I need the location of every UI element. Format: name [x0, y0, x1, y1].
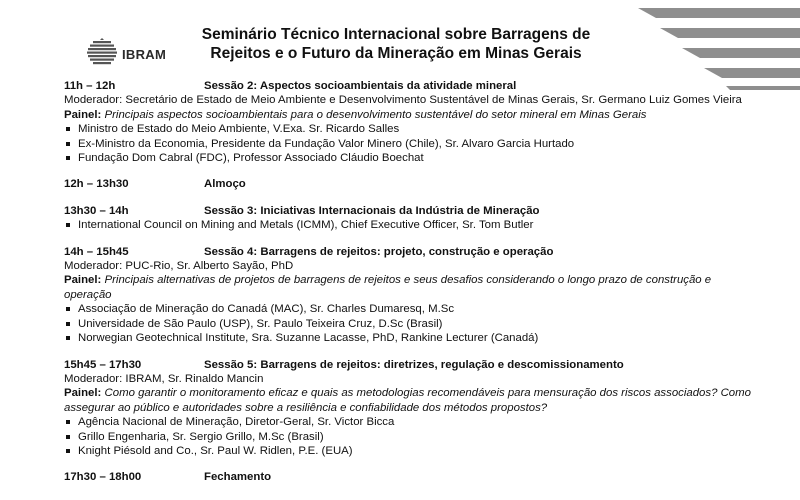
session-2-moderator: Moderador: Secretário de Estado de Meio Ambiente e Desenvolvimento Sustentável de Minas Gerais, Sr. Germano Luiz Gomes Vieira — [64, 94, 742, 107]
session-2-header — [64, 79, 754, 93]
session-3-header — [64, 204, 754, 218]
closing-title: Fechamento — [204, 471, 272, 484]
session-5-moderator: Moderador: IBRAM, Sr. Rinaldo Mancin — [64, 372, 264, 385]
panel-text: Principais aspectos socioambientais para o desenvolvimento sustentável do setor mineral em Minas Gerais — [104, 108, 647, 121]
session-2-title: Sessão 2: Aspectos socioambientais da atividade mineral — [204, 80, 517, 92]
panel-label: Painel: — [64, 108, 102, 121]
list-item: Universidade de São Paulo (USP), Sr. Paulo Teixeira Cruz, D.Sc (Brasil) — [64, 317, 754, 331]
logo-text: IBRAM — [122, 47, 167, 62]
list-item: Ministro de Estado do Meio Ambiente, V.Exa. Sr. Ricardo Salles — [64, 122, 754, 136]
list-item: Agência Nacional de Mineração, Diretor-Geral, Sr. Victor Bicca — [64, 415, 754, 429]
session-4-panel — [64, 273, 754, 302]
lunch-time: 12h – 13h30 — [64, 178, 129, 191]
lunch-header — [64, 177, 754, 191]
lunch-title: Almoço — [204, 178, 246, 191]
list-item: International Council on Mining and Metals (ICMM), Chief Executive Officer, Sr. Tom Butler — [64, 218, 754, 232]
session-4-moderator: Moderador: PUC-Rio, Sr. Alberto Sayão, PhD — [64, 260, 294, 273]
decorative-stripes-icon — [630, 0, 800, 90]
session-5-list — [64, 415, 754, 458]
session-2-list — [64, 122, 754, 165]
list-item: Ex-Ministro da Economia, Presidente da Fundação Valor Minero (Chile), Sr. Alvaro Garcia Hurtado — [64, 137, 754, 151]
panel-text: Principais alternativas de projetos de barragens de rejeitos e seus desafios considerando o longo prazo de construção e operação — [64, 274, 712, 301]
program-content — [64, 79, 754, 485]
session-2-panel — [64, 108, 754, 122]
session-3-list — [64, 218, 754, 232]
session-5-panel — [64, 386, 754, 415]
session-5-header — [64, 358, 754, 372]
session-4-list — [64, 302, 754, 345]
panel-label: Painel: — [64, 274, 102, 287]
panel-text: Como garantir o monitoramento eficaz e quais as metodologias recomendáveis para mensuração dos riscos associados? Como assegurar ao público e autoridades sobre a resiliência e confiabilidade dos métodos propostos? — [64, 387, 751, 414]
list-item: Fundação Dom Cabral (FDC), Professor Associado Cláudio Boechat — [64, 151, 754, 165]
session-2-time: 11h – 12h — [64, 80, 116, 92]
list-item: Grillo Engenharia, Sr. Sergio Grillo, M.Sc (Brasil) — [64, 430, 754, 444]
page-title — [186, 25, 606, 63]
title-line-2: Rejeitos e o Futuro da Mineração em Minas Gerais — [210, 45, 582, 62]
session-4-title: Sessão 4: Barragens de rejeitos: projeto, construção e operação — [204, 245, 554, 258]
session-4-header — [64, 245, 754, 259]
list-item: Norwegian Geotechnical Institute, Sra. Suzanne Lacasse, PhD, Rankine Lecturer (Canadá) — [64, 331, 754, 345]
session-5-time: 15h45 – 17h30 — [64, 358, 142, 371]
session-3-title: Sessão 3: Iniciativas Internacionais da Indústria de Mineração — [204, 204, 540, 217]
closing-header — [64, 470, 754, 484]
session-4-time: 14h – 15h45 — [64, 245, 129, 258]
session-3-time: 13h30 – 14h — [64, 204, 129, 217]
title-line-1: Seminário Técnico Internacional sobre Barragens de — [201, 26, 591, 43]
list-item: Associação de Mineração do Canadá (MAC), Sr. Charles Dumaresq, M.Sc — [64, 302, 754, 316]
panel-label: Painel: — [64, 387, 102, 400]
closing-time: 17h30 – 18h00 — [64, 471, 142, 484]
session-5-title: Sessão 5: Barragens de rejeitos: diretrizes, regulação e descomissionamento — [204, 358, 624, 371]
list-item: Knight Piésold and Co., Sr. Paul W. Ridlen, P.E. (EUA) — [64, 444, 754, 458]
